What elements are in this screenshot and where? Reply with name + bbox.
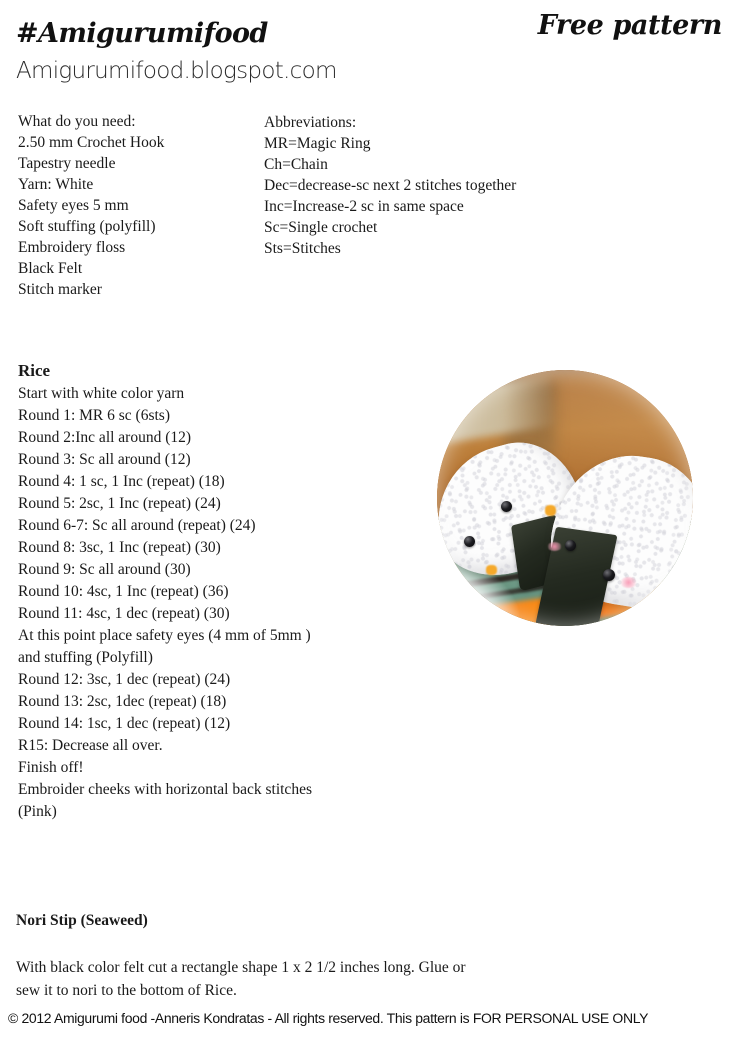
abbreviations-item: Sc=Single crochet (264, 219, 378, 236)
rice-instruction: Round 4: 1 sc, 1 Inc (repeat) (18) (18, 473, 225, 490)
rice-instruction: Round 8: 3sc, 1 Inc (repeat) (30) (18, 539, 221, 556)
abbreviations-heading: Abbreviations: (264, 114, 357, 131)
rice-instruction: Embroider cheeks with horizontal back stitches (18, 781, 312, 798)
materials-item: Embroidery floss (18, 239, 126, 256)
materials-item: Soft stuffing (polyfill) (18, 218, 156, 235)
rice-instruction: Round 9: Sc all around (30) (18, 561, 191, 578)
brand-hashtag: #Amigurumifood (16, 18, 268, 49)
nori-section-title: Nori Stip (Seaweed) (16, 912, 148, 929)
rice-accent-grain (486, 565, 497, 575)
rice-instruction: Round 13: 2sc, 1dec (repeat) (18) (18, 693, 227, 710)
rice-section-title: Rice (18, 361, 51, 380)
rice-instruction: At this point place safety eyes (4 mm of 5mm ) (18, 627, 311, 644)
nori-section (16, 910, 616, 1002)
rice-instruction: Finish off! (18, 759, 84, 776)
rice-instruction: Round 5: 2sc, 1 Inc (repeat) (24) (18, 495, 221, 512)
rice-instruction: Round 2:Inc all around (12) (18, 429, 192, 446)
materials-list (18, 111, 258, 300)
rice-instruction: Round 14: 1sc, 1 dec (repeat) (12) (18, 715, 231, 732)
section-spacer (16, 932, 616, 956)
onigiri-photo (437, 370, 693, 626)
abbreviations-item: Inc=Increase-2 sc in same space (264, 198, 464, 215)
abbreviations-item: MR=Magic Ring (264, 135, 371, 152)
rice-pattern-section (18, 359, 418, 823)
abbreviations-item: Dec=decrease-sc next 2 stitches together (264, 177, 517, 194)
abbreviations-item: Ch=Chain (264, 156, 328, 173)
materials-item: Yarn: White (18, 176, 94, 193)
materials-item: 2.50 mm Crochet Hook (18, 134, 165, 151)
rice-instruction: Start with white color yarn (18, 385, 185, 402)
abbreviations-item: Sts=Stitches (264, 240, 341, 257)
onigiri-right-eye (603, 569, 615, 581)
rice-instruction: (Pink) (18, 803, 57, 820)
rice-instruction: R15: Decrease all over. (18, 737, 163, 754)
rice-instruction: Round 10: 4sc, 1 Inc (repeat) (36) (18, 583, 229, 600)
materials-item: Stitch marker (18, 281, 102, 298)
nori-instruction: With black color felt cut a rectangle shape 1 x 2 1/2 inches long. Glue or (16, 959, 466, 976)
abbreviations-list (264, 112, 594, 259)
rice-instruction: Round 1: MR 6 sc (6sts) (18, 407, 170, 424)
materials-heading: What do you need: (18, 113, 136, 130)
copyright-notice: © 2012 Amigurumi food -Anneris Kondratas - All rights reserved. This pattern is FOR PERSONAL USE ONLY (8, 1011, 649, 1027)
rice-instruction: and stuffing (Polyfill) (18, 649, 153, 666)
rice-instruction: Round 3: Sc all around (12) (18, 451, 191, 468)
materials-item: Safety eyes 5 mm (18, 197, 129, 214)
rice-instruction: Round 12: 3sc, 1 dec (repeat) (24) (18, 671, 231, 688)
materials-item: Black Felt (18, 260, 83, 277)
blog-url: Amigurumifood.blogspot.com (16, 58, 337, 84)
materials-item: Tapestry needle (18, 155, 116, 172)
rice-instruction: Round 6-7: Sc all around (repeat) (24) (18, 517, 256, 534)
free-pattern-label: Free pattern (537, 10, 722, 41)
onigiri-right-cheek (620, 577, 637, 588)
onigiri-right-eye (565, 540, 576, 551)
onigiri-left-eye (501, 501, 512, 512)
nori-instruction: sew it to nori to the bottom of Rice. (16, 982, 237, 999)
onigiri-left-eye (464, 536, 475, 547)
onigiri-right-cheek (547, 542, 562, 551)
photo-content (437, 370, 693, 626)
rice-instruction: Round 11: 4sc, 1 dec (repeat) (30) (18, 605, 230, 622)
rice-accent-grain (545, 505, 556, 516)
